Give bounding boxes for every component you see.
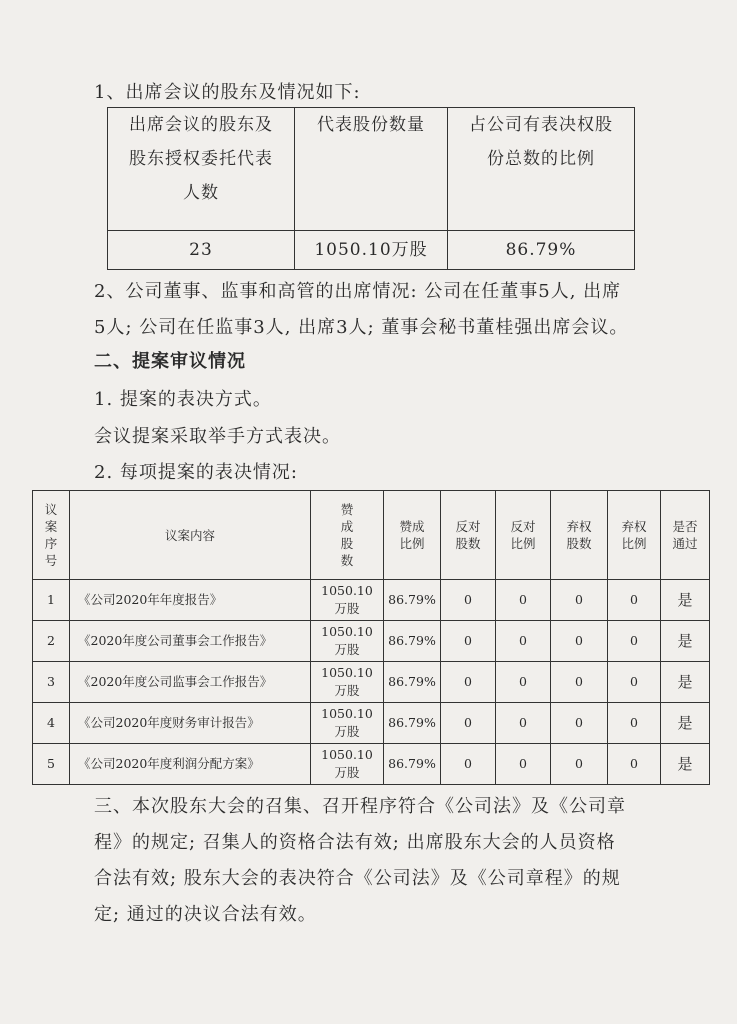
vote-header-against-ratio: 反对 比例 <box>496 491 551 580</box>
row-abstain-ratio: 0 <box>608 621 661 662</box>
row-against-ratio: 0 <box>496 744 551 785</box>
row-abstain-ratio: 0 <box>608 662 661 703</box>
row-passed: 是 <box>661 580 710 621</box>
row-content: 《公司2020年年度报告》 <box>70 580 311 621</box>
row-no: 3 <box>33 662 70 703</box>
vote-header-against-shares: 反对 股数 <box>441 491 496 580</box>
table-row <box>33 580 710 621</box>
row-against-ratio: 0 <box>496 662 551 703</box>
row-against-ratio: 0 <box>496 621 551 662</box>
proposal-votes-title: 2. 每项提案的表决情况: <box>94 462 298 483</box>
vote-header-for-ratio: 赞成 比例 <box>384 491 441 580</box>
vote-header-content: 议案内容 <box>70 491 311 580</box>
row-abstain-ratio: 0 <box>608 744 661 785</box>
row-abstain-ratio: 0 <box>608 580 661 621</box>
row-abstain-shares: 0 <box>551 703 608 744</box>
row-content: 《公司2020年度财务审计报告》 <box>70 703 311 744</box>
section3-line2: 程》的规定; 召集人的资格合法有效; 出席股东大会的人员资格 <box>94 832 616 853</box>
proposal-method-text: 会议提案采取举手方式表决。 <box>94 426 341 447</box>
row-passed: 是 <box>661 703 710 744</box>
row-against-ratio: 0 <box>496 703 551 744</box>
proposal-heading: 二、提案审议情况 <box>94 351 246 372</box>
vote-header-abstain-ratio: 弃权 比例 <box>608 491 661 580</box>
attendance-ratio-value: 86.79% <box>448 231 635 270</box>
row-against-shares: 0 <box>441 703 496 744</box>
row-passed: 是 <box>661 662 710 703</box>
row-against-ratio: 0 <box>496 580 551 621</box>
table-row <box>33 662 710 703</box>
row-passed: 是 <box>661 621 710 662</box>
row-abstain-shares: 0 <box>551 744 608 785</box>
row-no: 1 <box>33 580 70 621</box>
section3-line3: 合法有效; 股东大会的表决符合《公司法》及《公司章程》的规 <box>94 868 621 889</box>
vote-table <box>32 490 710 785</box>
row-passed: 是 <box>661 744 710 785</box>
row-content: 《2020年度公司董事会工作报告》 <box>70 621 311 662</box>
table-row <box>33 703 710 744</box>
row-for-ratio: 86.79% <box>384 580 441 621</box>
row-no: 5 <box>33 744 70 785</box>
row-abstain-shares: 0 <box>551 662 608 703</box>
table-row <box>33 744 710 785</box>
section2-line1: 2、公司董事、监事和高管的出席情况: 公司在任董事5人, 出席 <box>94 281 622 302</box>
row-no: 2 <box>33 621 70 662</box>
row-for-shares: 1050.10 万股 <box>311 744 384 785</box>
row-content: 《公司2020年度利润分配方案》 <box>70 744 311 785</box>
section3-line4: 定; 通过的决议合法有效。 <box>94 904 317 925</box>
row-content: 《2020年度公司监事会工作报告》 <box>70 662 311 703</box>
section1-heading: 1、出席会议的股东及情况如下: <box>94 82 361 103</box>
row-for-ratio: 86.79% <box>384 662 441 703</box>
vote-header-abstain-shares: 弃权 股数 <box>551 491 608 580</box>
row-for-shares: 1050.10 万股 <box>311 703 384 744</box>
row-for-ratio: 86.79% <box>384 703 441 744</box>
row-for-shares: 1050.10 万股 <box>311 621 384 662</box>
proposal-method-title: 1. 提案的表决方式。 <box>94 389 272 410</box>
vote-header-no: 议 案 序 号 <box>33 491 70 580</box>
vote-header-passed: 是否 通过 <box>661 491 710 580</box>
table-row <box>33 621 710 662</box>
attendance-header-holders: 出席会议的股东及 股东授权委托代表 人数 <box>108 108 295 231</box>
row-against-shares: 0 <box>441 744 496 785</box>
row-abstain-shares: 0 <box>551 621 608 662</box>
row-abstain-shares: 0 <box>551 580 608 621</box>
row-for-ratio: 86.79% <box>384 621 441 662</box>
row-against-shares: 0 <box>441 580 496 621</box>
vote-header-for-shares: 赞 成 股 数 <box>311 491 384 580</box>
attendance-holders-count: 23 <box>108 231 295 270</box>
row-against-shares: 0 <box>441 621 496 662</box>
attendance-header-shares: 代表股份数量 <box>295 108 448 231</box>
row-abstain-ratio: 0 <box>608 703 661 744</box>
attendance-shares-value: 1050.10万股 <box>295 231 448 270</box>
attendance-table <box>107 107 635 270</box>
row-against-shares: 0 <box>441 662 496 703</box>
section3-line1: 三、本次股东大会的召集、召开程序符合《公司法》及《公司章 <box>94 796 626 817</box>
row-for-shares: 1050.10 万股 <box>311 580 384 621</box>
row-for-shares: 1050.10 万股 <box>311 662 384 703</box>
row-no: 4 <box>33 703 70 744</box>
attendance-header-ratio: 占公司有表决权股 份总数的比例 <box>448 108 635 231</box>
row-for-ratio: 86.79% <box>384 744 441 785</box>
section2-line2: 5人; 公司在任监事3人, 出席3人; 董事会秘书董桂强出席会议。 <box>94 317 629 338</box>
